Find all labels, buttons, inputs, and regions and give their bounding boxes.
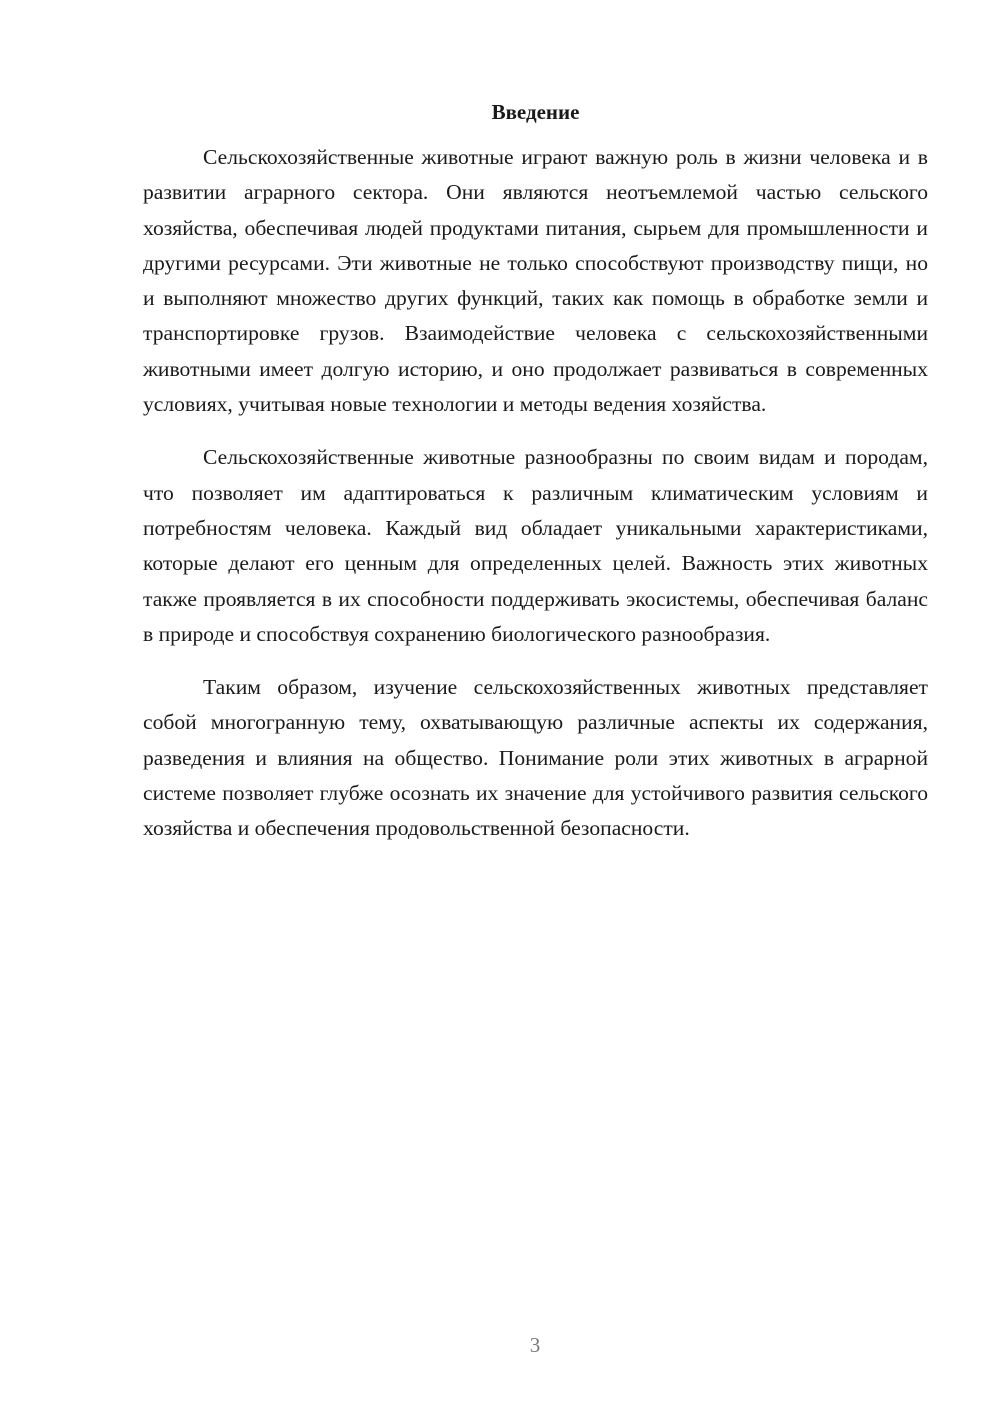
paragraph-1: Сельскохозяйственные животные играют важную роль в жизни человека и в развитии аграрного сектора. Они являются неотъемлемой частью сельского хозяйства, обеспечивая людей продуктами питания, сырьем для промышленности и другими ресурсами. Эти животные не только способствуют производству пищи, но и выполняют множество других функций, таких как помощь в обработке земли и транспортировке грузов. Взаимодействие человека с сельскохозяйственными животными имеет долгую историю, и оно продолжает развиваться в современных условиях, учитывая новые технологии и методы ведения хозяйства. <box>143 145 928 417</box>
page-number: 3 <box>529 1333 541 1357</box>
paragraph-2: Сельскохозяйственные животные разнообразны по своим видам и породам, что позволяет им адаптироваться к различным климатическим условиям и потребностям человека. Каждый вид обладает уникальными характеристиками, которые делают его ценным для определенных целей. Важность этих животных также проявляется в их способности поддерживать экосистемы, обеспечивая баланс в природе и способствуя сохранению биологического разнообразия. <box>143 445 928 646</box>
page-content <box>143 95 928 865</box>
paragraph-3: Таким образом, изучение сельскохозяйственных животных представляет собой многогранную тему, охватывающую различные аспекты их содержания, разведения и влияния на общество. Понимание роли этих животных в аграрной системе позволяет глубже осознать их значение для устойчивого развития сельского хозяйства и обеспечения продовольственной безопасности. <box>143 675 928 841</box>
section-heading: Введение <box>491 100 580 124</box>
